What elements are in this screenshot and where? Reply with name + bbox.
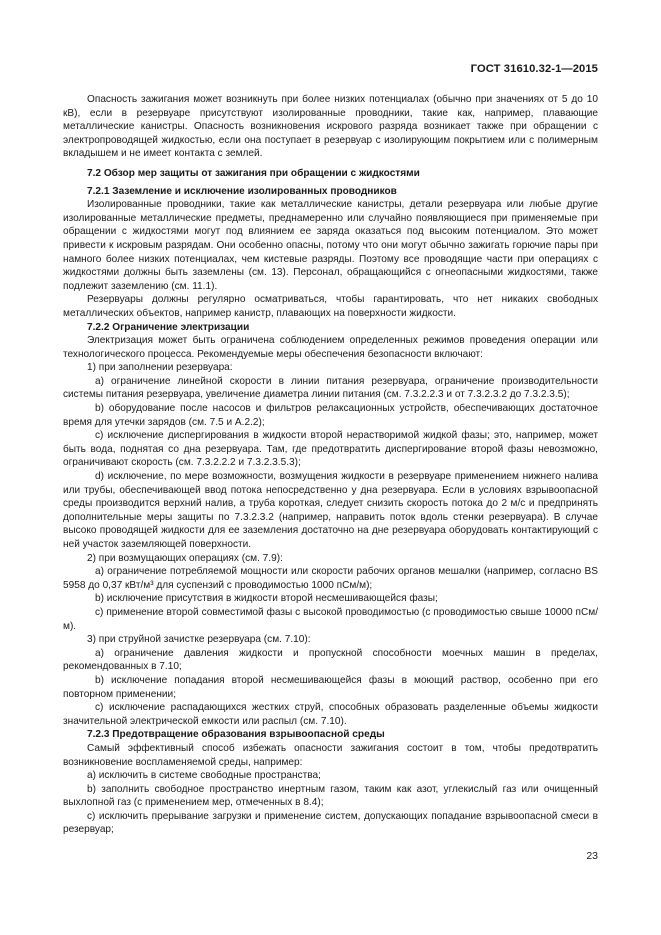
list-item: c) исключение диспергирования в жидкости второй нерастворимой жидкой фазы; это, например, может быть вода, поднятая со дна резервуара. Там, где предотвратить диспергирование второй фазы невозможно, ограничивают скорость (см. 7.3.2.2.2 и 7.3.2.3.5.3); <box>63 430 598 469</box>
subsection-heading: 7.2.3 Предотвращение образования взрывоопасной среды <box>87 729 385 741</box>
list-item: 3) при струйной зачистке резервуара (см. 7.10): <box>87 634 311 646</box>
list-item: c) применение второй совместимой фазы с высокой проводимостью (с проводимостью свыше 10000 пСм/м). <box>63 606 598 632</box>
subsection-heading: 7.2.1 Заземление и исключение изолированных проводников <box>87 185 397 197</box>
document-header: ГОСТ 31610.32-1—2015 <box>470 63 598 75</box>
list-item: 2) при возмущающих операциях (см. 7.9): <box>87 552 283 564</box>
list-item: a) ограничение давления жидкости и пропускной способности моечных машин в пределах, рекомендованных в 7.10; <box>63 647 598 673</box>
paragraph: Изолированные проводники, такие как металлические канистры, детали резервуара или любые другие изолированные металлические предметы, преднамеренно или случайно появляющиеся при применяемые при обращении с жидкостями могут под влиянием ее заряда оказаться под высоким потенциалом. Это может привести к искровым разрядам. Они особенно опасны, потому что они могут обычно зажигать горючие пары при намного более низких потенциалах, чем кистевые разряды. Поэтому все проводящие части при операциях с жидкостями должны быть заземлены (см. 13). Персонал, обращающийся с огнеопасными жидкостями, также подлежит заземлению (см. 11.1). <box>63 199 598 292</box>
list-item: b) исключение попадания второй несмешивающейся фазы в моющий раствор, особенно при его повторном применении; <box>63 674 598 700</box>
subsection-heading: 7.2.2 Ограничение электризации <box>87 321 250 333</box>
list-item: b) исключение присутствия в жидкости второй несмешивающейся фазы; <box>95 593 438 605</box>
section-heading: 7.2 Обзор мер защиты от зажигания при обращении с жидкостями <box>87 167 420 179</box>
list-item: b) оборудование после насосов и фильтров релаксационных устройств, обеспечивающих достаточное время для утечки зарядов (см. 7.5 и А.2.2); <box>63 403 598 428</box>
list-item: a) ограничение линейной скорости в линии питания резервуара, ограничение производительности системы питания резервуара, увеличение диаметра линии питания (см. 7.3.2.2.3 и от 7.3.2.3.2 до 7.3.2.3.5); <box>63 375 598 401</box>
document-body <box>63 93 598 837</box>
list-item: c) исключение распадающихся жестких струй, способных образовать разделенные объемы жидкости значительной электрической емкости или распыл (см. 7.10). <box>63 702 598 727</box>
paragraph: Резервуары должны регулярно осматриваться, чтобы гарантировать, что нет никаких свободных металлических объектов, например канистр, плавающих на поверхности жидкости. <box>63 294 598 319</box>
list-item: a) ограничение потребляемой мощности или скорости рабочих органов мешалки (например, согласно BS 5958 до 0,37 кВт/м³ для суспензий с проводимостью 1000 пСм/м); <box>63 566 598 591</box>
list-item: a) исключить в системе свободные пространства; <box>87 770 321 782</box>
paragraph: Опасность зажигания может возникнуть при более низких потенциалах (обычно при значениях от 5 до 10 кВ), если в резервуаре присутствуют изолированные проводники, такие как, например, плавающие металлические канистры. Опасность возникновения искрового разряда возникает также при обращении с электропроводящей жидкостью, если она поступает в резервуар с изолирующим покрытием или с полимерным вкладышем и не имеет контакта с землей. <box>63 94 598 160</box>
paragraph: Самый эффективный способ избежать опасности зажигания состоит в том, чтобы предотвратить возникновение воспламеняемой среды, например: <box>63 742 598 768</box>
list-item: c) исключить прерывание загрузки и применение систем, допускающих попадание взрывоопасной смеси в резервуар; <box>63 810 598 836</box>
list-item: b) заполнить свободное пространство инертным газом, таким как азот, углекислый газ или очищенный выхлопной газ (с применением мер, отмеченных в 8.4); <box>63 783 598 809</box>
list-item: d) исключение, по мере возможности, возмущения жидкости в резервуаре применением нижнего налива или трубы, обеспечивающей ввод потока непосредственно у дна резервуара. Если в условиях взрывоопасной среды производится верхний налив, а труба короткая, следует снизить скорость потока до 2 м/с и предпринять дополнительные меры защиты по 7.3.2.3.2 (например, направить поток вдоль стенки резервуара). В случае высоко проводящей жидкости для ее заземления достаточно на дне резервуара оборудовать контактирующий с ней участок заземляющей поверхности. <box>63 471 598 550</box>
page-number: 23 <box>586 850 598 862</box>
paragraph: Электризация может быть ограничена соблюдением определенных режимов проведения операции или технологического процесса. Рекомендуемые меры обеспечения безопасности включают: <box>63 335 598 360</box>
list-item: 1) при заполнении резервуара: <box>87 362 233 374</box>
